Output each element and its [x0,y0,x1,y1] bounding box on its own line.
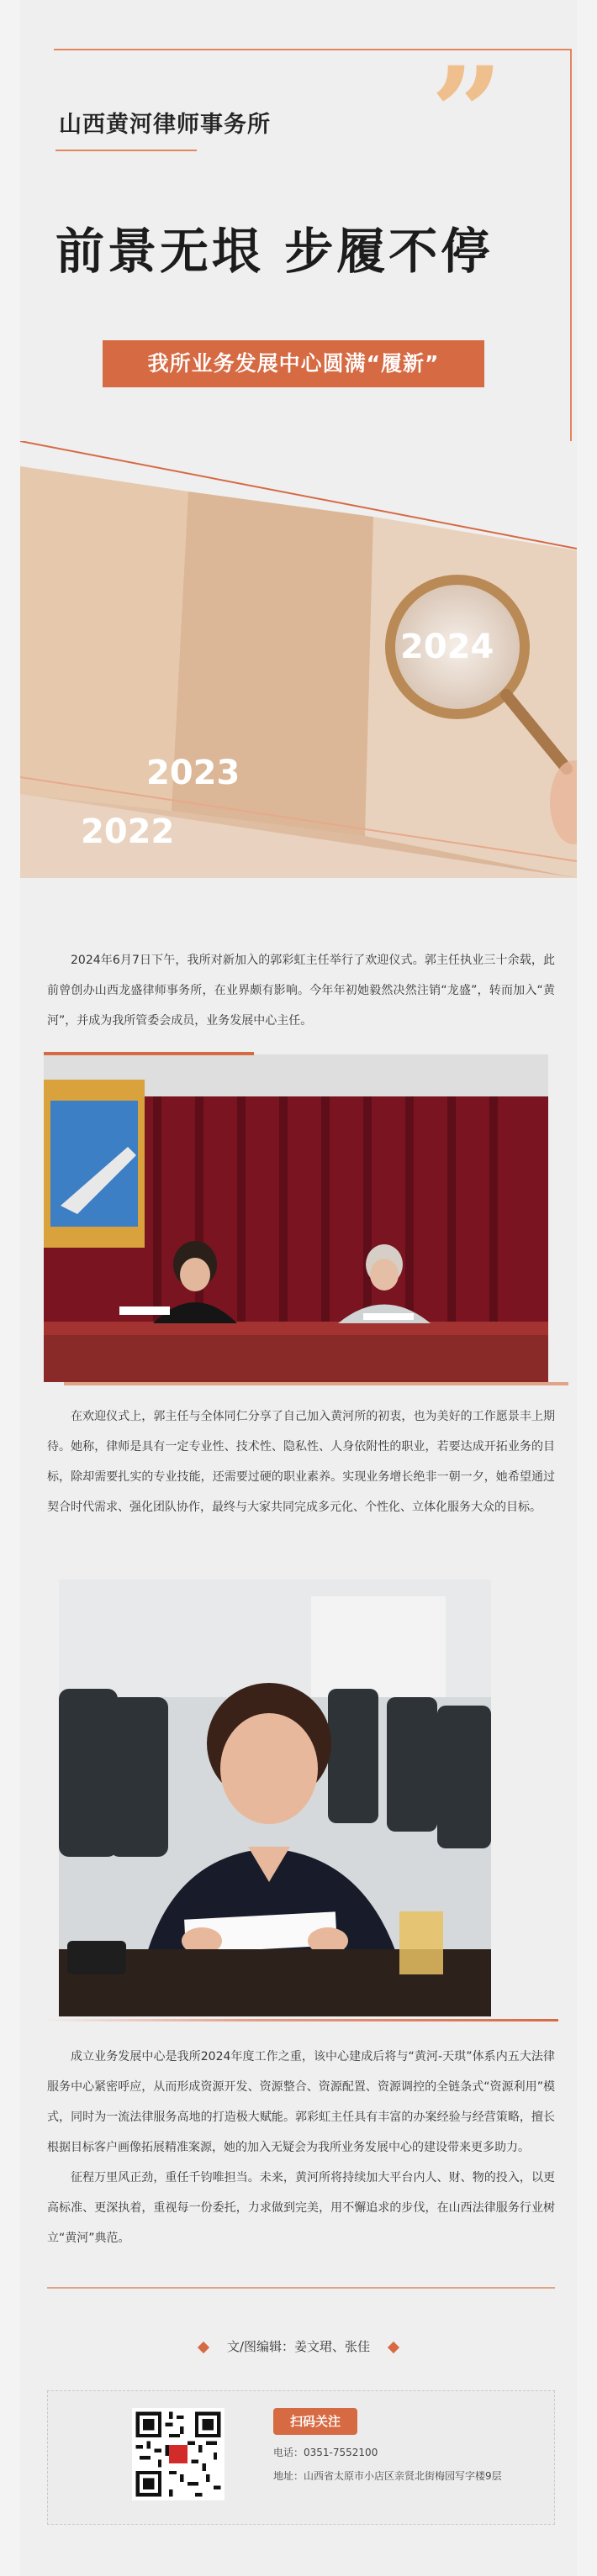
photo1-accent-bar [44,1052,254,1055]
photo2-accent-line [44,2019,558,2021]
phone-number: 0351-7552100 [304,2447,378,2458]
paragraph-4: 征程万里风正劲，重任千钧唯担当。未来，黄河所将持续加大平台内人、财、物的投入，以更高标准、更深执着，重视每一份委托，力求做到完美，用不懈追求的步伐，在山西法律服务行业树立“黄河”典范。 [47,2171,555,2245]
director-portrait-photo [59,1580,491,2016]
firm-name: 山西黄河律师事务所 [59,112,271,138]
photo1-accent-line [64,1382,568,1385]
hero-image [20,441,577,912]
year-2024: 2024 [400,628,494,666]
headline: 前景无垠 步履不停 [55,223,494,280]
address-text: 山西省太原市小店区亲贤北街梅园写字楼9层 [304,2470,502,2482]
address-label: 地址： [273,2470,304,2482]
paragraph-2: 在欢迎仪式上，郭主任与全体同仁分享了自己加入黄河所的初衷，也为美好的工作愿景丰上期待。她称，律师是具有一定专业性、技术性、隐私性、人身依附性的职业，若要达成开拓业务的目标，除却需要扎实的专业技能，还需要过硬的职业素养。实现业务增长绝非一朝一夕，她希望通过契合时代需求、强化团队协作，最终与大家共同完成多元化、个性化、立体化服务大众的目标。 [47,1410,555,1514]
welcome-ceremony-photo [44,1054,548,1382]
credit-text: 文/图编辑：姜文珺、张佳 [226,2339,371,2354]
article-page [20,0,577,2576]
contact-footer [47,2390,555,2525]
editor-credit [20,2337,577,2355]
qr-code-icon[interactable] [132,2408,225,2500]
credit-divider [47,2287,555,2289]
year-2022: 2022 [81,812,175,851]
title-banner: 我所业务发展中心圆满“履新” [103,340,484,387]
diamond-icon [198,2341,209,2353]
quote-mark-icon: ” [431,39,504,187]
follow-button[interactable]: 扫码关注 [273,2408,357,2435]
diamond-icon [388,2341,399,2353]
paragraph-3: 成立业务发展中心是我所2024年度工作之重，该中心建成后将与“黄河-天琪”体系内五大法律服务中心紧密呼应，从而形成资源开发、资源整合、资源配置、资源调控的全链条式“资源利用”模式，同时为一流法律服务高地的打造极大赋能。郭彩虹主任具有丰富的办案经验与经营策略，擅长根据目标客户画像拓展精准案源，她的加入无疑会为我所业务发展中心的建设带来更多助力。 [47,2050,555,2154]
phone-label: 电话： [273,2447,304,2458]
paragraph-1: 2024年6月7日下午，我所对新加入的郭彩虹主任举行了欢迎仪式。郭主任执业三十余载，此前曾创办山西龙盛律师事务所，在业界颇有影响。今年年初她毅然决然注销“龙盛”，转而加入“黄河”，并成为我所管委会成员，业务发展中心主任。 [47,954,555,1028]
year-2023: 2023 [146,754,240,792]
firm-underline [55,150,197,151]
phone-line [273,2445,378,2459]
address-line [273,2468,502,2483]
